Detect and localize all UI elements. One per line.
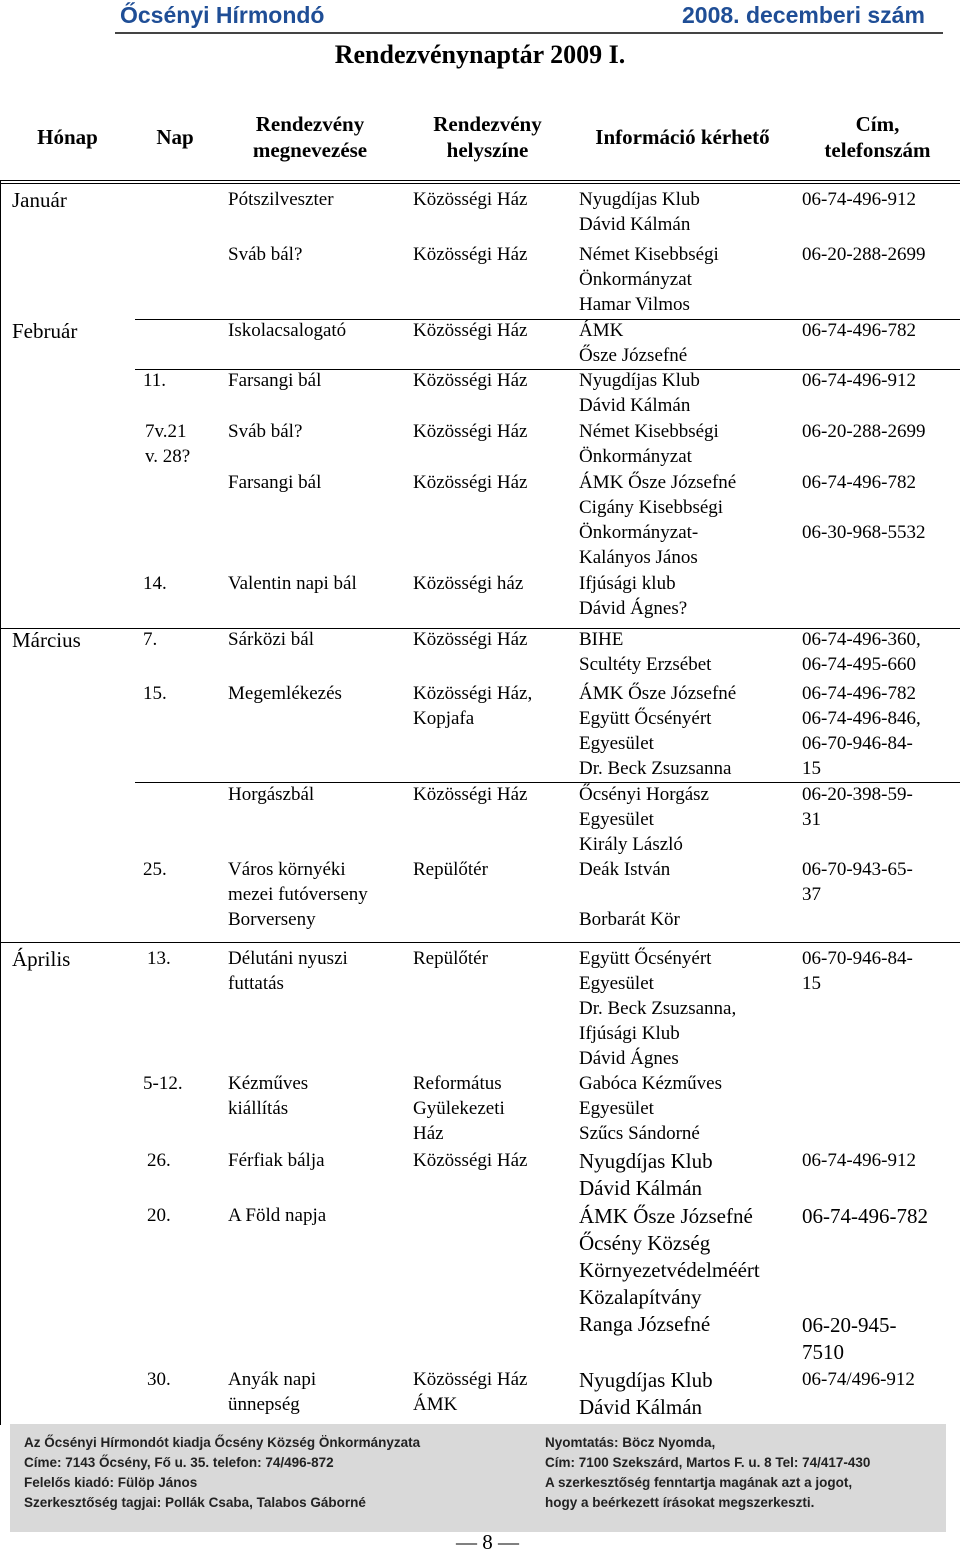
event-day: 25. (143, 859, 167, 880)
info-line: Kalányos János (579, 547, 698, 568)
venue-line: ÁMK (413, 1394, 458, 1415)
event-phone: 06-30-968-5532 (802, 522, 926, 543)
info-line: Nyugdíjas Klub (579, 1368, 713, 1392)
info-line: Ősze Józsefné (579, 345, 688, 366)
info-line: Egyesület (579, 809, 654, 830)
event-venue: Közösségi Ház (413, 189, 528, 210)
event-line: Kézműves (228, 1073, 309, 1094)
header-day: Nap (156, 125, 194, 149)
phone-line: 06-70-943-65- (802, 859, 913, 880)
info-line: ÁMK Ősze Józsefné (579, 683, 737, 704)
info-line: Egyesület (579, 973, 654, 994)
info-line: Dávid Kálmán (579, 1176, 703, 1200)
event-day: 15. (143, 683, 167, 704)
header-month: Hónap (37, 125, 98, 149)
phone-line: 06-74-496-846, (802, 708, 921, 729)
info-line: ÁMK Ősze Józsefné (579, 1204, 753, 1228)
event-name (228, 1367, 316, 1417)
phone-line: 37 (802, 884, 821, 905)
event-line: futtatás (228, 973, 284, 994)
day-line: v. 28? (145, 446, 191, 467)
venue-line: Közösségi Ház (413, 1369, 528, 1390)
event-name: Horgászbál (228, 784, 315, 805)
event-line: Délutáni nyuszi (228, 948, 348, 969)
event-day: 26. (147, 1150, 171, 1171)
event-venue (413, 1367, 528, 1417)
event-line: mezei futóverseny (228, 884, 368, 905)
event-venue: Közösségi Ház (413, 784, 528, 805)
event-phone (802, 681, 921, 781)
event-phone (802, 1312, 896, 1366)
venue-line: Közösségi Ház, (413, 683, 533, 704)
event-info (579, 470, 736, 570)
footer-line: Szerkesztőség tagjai: Pollák Csaba, Talabos Gáborné (24, 1495, 366, 1510)
event-phone: 06-74-496-782 (802, 320, 916, 341)
header-info: Információ kérhető (595, 125, 770, 149)
event-info (579, 1367, 713, 1421)
event-phone: 06-74-496-912 (802, 189, 916, 210)
event-name: Farsangi bál (228, 472, 322, 493)
event-venue: Közösségi Ház (413, 472, 528, 493)
event-info (579, 681, 736, 781)
event-name: Férfiak bálja (228, 1150, 325, 1171)
event-venue: Közösségi Ház (413, 1150, 528, 1171)
event-name: Borverseny (228, 909, 316, 930)
phone-line: 06-74-496-360, (802, 629, 921, 650)
event-phone (802, 782, 913, 832)
header-venue-line2: helyszíne (446, 138, 529, 162)
info-line: Dr. Beck Zsuzsanna (579, 758, 732, 779)
event-venue: Repülőtér (413, 948, 488, 969)
event-day (145, 419, 190, 469)
footer-line: Felelős kiadó: Fülöp János (24, 1475, 198, 1490)
event-info (579, 187, 700, 237)
event-info (579, 1071, 722, 1146)
event-name (228, 857, 368, 907)
header-contact-line1: Cím, (855, 112, 900, 136)
event-phone: 06-74-496-912 (802, 370, 916, 391)
event-phone (802, 946, 913, 996)
event-info (579, 627, 711, 677)
venue-line: Kopjafa (413, 708, 475, 729)
header-event-name (230, 111, 390, 163)
event-venue: Közösségi Ház (413, 244, 528, 265)
info-line: BIHE (579, 629, 624, 650)
page-number-value: 8 (482, 1530, 493, 1554)
event-line: Anyák napi (228, 1369, 317, 1390)
info-line: Önkormányzat (579, 446, 692, 467)
event-name: Sváb bál? (228, 421, 303, 442)
month-january: Január (12, 188, 67, 212)
info-line: Közalapítvány (579, 1285, 702, 1309)
event-info: Deák István (579, 859, 671, 880)
info-line: Önkormányzat (579, 269, 692, 290)
event-info (579, 1203, 760, 1338)
event-venue: Közösségi Ház (413, 629, 528, 650)
event-info: Borbarát Kör (579, 909, 680, 930)
venue-line: Gyülekezeti (413, 1098, 505, 1119)
phone-line: 06-20-945- (802, 1313, 897, 1337)
event-phone: 06-20-288-2699 (802, 244, 926, 265)
event-phone: 06-74/496-912 (802, 1369, 915, 1390)
info-line: Ranga Józsefné (579, 1312, 711, 1336)
info-line: Gabóca Kézműves (579, 1073, 722, 1094)
info-line: Cigány Kisebbségi (579, 497, 724, 518)
info-line: Szűcs Sándorné (579, 1123, 700, 1144)
event-name: Farsangi bál (228, 370, 322, 391)
footer-left (24, 1433, 420, 1513)
event-venue (413, 681, 532, 731)
phone-line: 15 (802, 973, 821, 994)
footer-line: Nyomtatás: Böcz Nyomda, (545, 1435, 716, 1450)
info-line: Dávid Kálmán (579, 1395, 703, 1419)
phone-line: 31 (802, 809, 821, 830)
event-phone (802, 627, 921, 677)
page-number: — 8 — (456, 1530, 519, 1554)
event-line: ünnepség (228, 1394, 300, 1415)
info-line: Nyugdíjas Klub (579, 189, 700, 210)
info-line: Dávid Kálmán (579, 214, 691, 235)
footer-line: hogy a beérkezett írásokat megszerkeszti. (545, 1495, 815, 1510)
event-info (579, 242, 719, 317)
event-venue (413, 1071, 505, 1146)
phone-line: 06-74-495-660 (802, 654, 916, 675)
page-title: Rendezvénynaptár 2009 I. (334, 40, 626, 69)
masthead-divider (115, 32, 943, 34)
footer-line: Címe: 7143 Őcsény, Fő u. 35. telefon: 74/496-872 (24, 1455, 334, 1470)
event-name: Sváb bál? (228, 244, 303, 265)
info-line: Együtt Őcsényért (579, 708, 712, 729)
event-info (579, 419, 719, 469)
event-name: Megemlékezés (228, 683, 342, 704)
header-bottom-rule-double (0, 183, 960, 184)
header-bottom-rule (0, 180, 960, 181)
event-venue: Közösségi Ház (413, 421, 528, 442)
info-line: Ifjúsági klub (579, 573, 676, 594)
month-march: Március (12, 628, 81, 652)
event-phone (802, 857, 913, 907)
event-venue: Közösségi Ház (413, 320, 528, 341)
info-line: Egyesület (579, 733, 654, 754)
footer-line: Cím: 7100 Szekszárd, Martos F. u. 8 Tel: 74/417-430 (545, 1455, 871, 1470)
event-name (228, 946, 348, 996)
event-day: 7. (143, 629, 158, 650)
month-rule (0, 942, 960, 943)
header-venue-line1: Rendezvény (433, 112, 542, 136)
issue-label: 2008. decemberi szám (682, 2, 925, 28)
info-line: Együtt Őcsényért (579, 948, 712, 969)
event-day: 11. (143, 370, 167, 391)
info-line: Német Kisebbségi (579, 421, 719, 442)
phone-line: 7510 (802, 1340, 844, 1364)
event-day: 14. (143, 573, 167, 594)
event-info (579, 782, 709, 857)
info-line: Dr. Beck Zsuzsanna, (579, 998, 737, 1019)
footer-line: A szerkesztőség fenntartja magának azt a jogot, (545, 1475, 853, 1490)
table-left-border (0, 180, 1, 1425)
phone-line: 06-70-946-84- (802, 733, 913, 754)
info-line: Őcsényi Horgász (579, 784, 709, 805)
event-phone: 06-74-496-782 (802, 1204, 928, 1228)
event-name: Sárközi bál (228, 629, 315, 650)
venue-line: Református (413, 1073, 502, 1094)
event-name: A Föld napja (228, 1205, 327, 1226)
event-info (579, 1148, 713, 1202)
event-venue: Közösségi Ház (413, 370, 528, 391)
event-name: Pótszilveszter (228, 189, 334, 210)
event-info (579, 571, 687, 621)
header-event-name-line1: Rendezvény (255, 112, 365, 136)
month-april: Április (12, 947, 71, 971)
info-line: Dávid Kálmán (579, 395, 691, 416)
info-line: Hamar Vilmos (579, 294, 690, 315)
event-info (579, 318, 687, 368)
month-february: Február (12, 319, 78, 343)
info-line: Dávid Ágnes? (579, 598, 688, 619)
footer-right (545, 1433, 870, 1513)
event-name: Iskolacsalogató (228, 320, 347, 341)
phone-line: 06-70-946-84- (802, 948, 913, 969)
event-name (228, 1071, 308, 1121)
info-line: Környezetvédelméért (579, 1258, 760, 1282)
event-venue: Repülőtér (413, 859, 488, 880)
event-day: 20. (147, 1205, 171, 1226)
event-venue: Közösségi ház (413, 573, 524, 594)
header-event-name-line2: megnevezése (252, 138, 368, 162)
phone-line: 06-20-398-59- (802, 784, 913, 805)
event-day: 5-12. (143, 1073, 183, 1094)
event-line: Város környéki (228, 859, 346, 880)
info-line: ÁMK Ősze Józsefné (579, 472, 737, 493)
info-line: Király László (579, 834, 683, 855)
info-line: Egyesület (579, 1098, 654, 1119)
publication-name: Őcsényi Hírmondó (120, 2, 325, 28)
event-line: kiállítás (228, 1098, 289, 1119)
event-phone: 06-20-288-2699 (802, 421, 926, 442)
info-line: Önkormányzat- (579, 522, 699, 543)
event-info (579, 368, 700, 418)
venue-line: Ház (413, 1123, 444, 1144)
info-line: Őcsény Község (579, 1231, 711, 1255)
phone-line: 06-74-496-782 (802, 683, 916, 704)
event-day: 30. (147, 1369, 171, 1390)
event-info (579, 946, 736, 1071)
info-line: Német Kisebbségi (579, 244, 719, 265)
header-contact (800, 111, 955, 163)
event-phone: 06-74-496-782 (802, 472, 916, 493)
event-name: Valentin napi bál (228, 573, 357, 594)
info-line: Nyugdíjas Klub (579, 1149, 713, 1173)
info-line: Dávid Ágnes (579, 1048, 679, 1069)
header-contact-line2: telefonszám (824, 138, 931, 162)
info-line: Scultéty Erzsébet (579, 654, 712, 675)
day-line: 7v.21 (145, 421, 187, 442)
info-line: ÁMK (579, 320, 624, 341)
phone-line: 15 (802, 758, 821, 779)
info-line: Nyugdíjas Klub (579, 370, 700, 391)
info-line: Ifjúsági Klub (579, 1023, 680, 1044)
header-venue (410, 111, 565, 163)
event-day: 13. (147, 948, 171, 969)
event-phone: 06-74-496-912 (802, 1150, 916, 1171)
footer-line: Az Őcsényi Hírmondót kiadja Őcsény Község Önkormányzata (24, 1435, 421, 1450)
